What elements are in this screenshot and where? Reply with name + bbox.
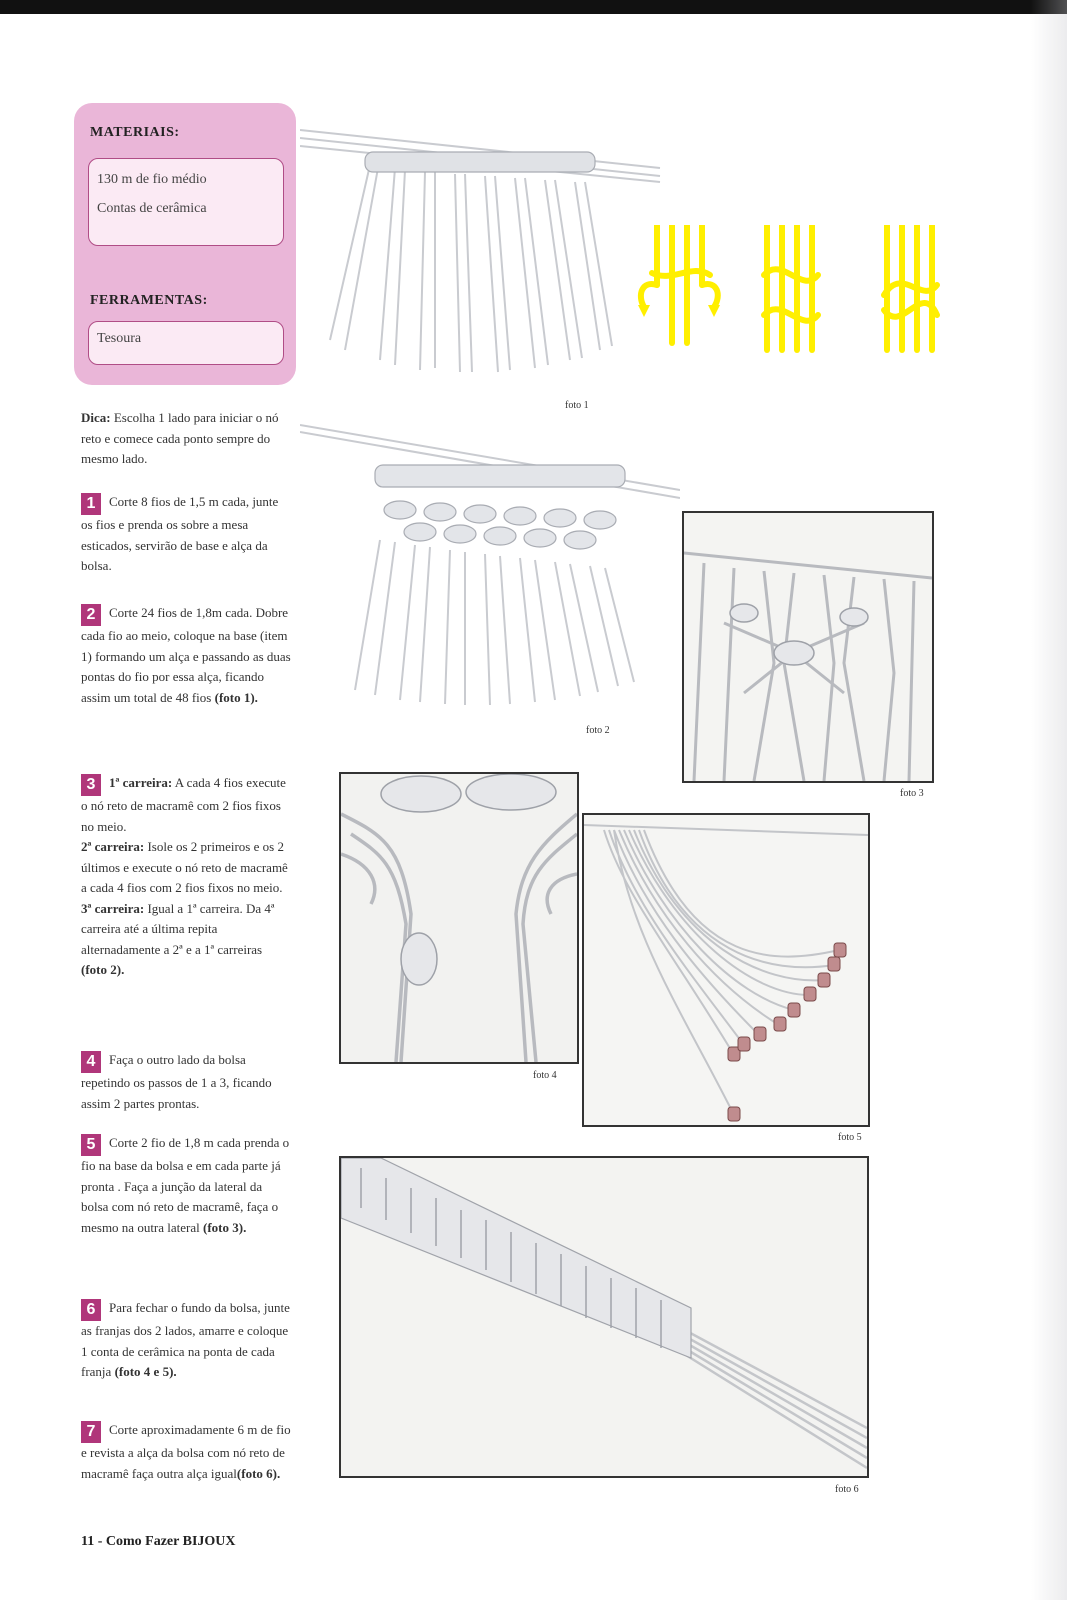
tip-label: Dica: <box>81 410 111 425</box>
step-3 <box>81 773 291 981</box>
page-footer: 11 - Como Fazer BIJOUX <box>81 1534 236 1549</box>
row-text: Igual a 1ª carreira. Da 4ª carreira até a última repita alternadamente a 2ª e a 1ª carreiras <box>81 900 275 957</box>
page-top-edge <box>0 0 1067 14</box>
tip-text: Escolha 1 lado para iniciar o nó reto e comece cada ponto sempre do mesmo lado. <box>81 410 279 466</box>
step-text: Corte aproximadamente 6 m de fio e revista a alça da bolsa com nó reto de macramê faça outra alça igual <box>81 1422 291 1481</box>
step-text: Faça o outro lado da bolsa repetindo os passos de 1 a 3, ficando assim 2 partes prontas. <box>81 1052 272 1111</box>
step-number-badge: 7 <box>81 1421 101 1443</box>
caption-foto-1: foto 1 <box>565 400 589 411</box>
tip-paragraph <box>81 408 291 470</box>
caption-foto-6: foto 6 <box>835 1484 859 1495</box>
materials-item-beads: Contas de cerâmica <box>97 201 207 216</box>
caption-foto-2: foto 2 <box>586 725 610 736</box>
photo-reference: (foto 2). <box>81 962 125 977</box>
step-text: Corte 24 fios de 1,8m cada. Dobre cada fio ao meio, coloque na base (item 1) formando um alça e passando as duas pontas do fio por essa alça, ficando assim um total de 48 fios <box>81 605 291 705</box>
tools-title: FERRAMENTAS: <box>90 293 208 308</box>
square-knot-diagram <box>632 225 962 365</box>
caption-foto-3: foto 3 <box>900 788 924 799</box>
step-text: Para fechar o fundo da bolsa, junte as franjas dos 2 lados, amarre e coloque 1 conta de cerâmica na ponta de cada franja <box>81 1300 290 1379</box>
foto-2-image <box>300 420 680 710</box>
step-number-badge: 5 <box>81 1134 101 1156</box>
row-text: A cada 4 fios execute o nó reto de macramê com 2 fios fixos no meio. <box>81 775 286 834</box>
row-text: Isole os 2 primeiros e os 2 últimos e execute o nó reto de macramê a cada 4 fios com 2 fios fixos no meio. <box>81 839 288 895</box>
photo-reference: (foto 6). <box>236 1465 281 1481</box>
step-5 <box>81 1133 291 1238</box>
photo-reference: (foto 1). <box>214 689 258 705</box>
row-label: 2ª carreira: <box>81 839 145 854</box>
materials-title: MATERIAIS: <box>90 125 180 140</box>
photo-reference: (foto 4 e 5). <box>114 1364 177 1379</box>
step-7 <box>81 1420 291 1484</box>
step-1 <box>81 492 291 577</box>
tools-item-scissors: Tesoura <box>97 331 142 346</box>
photo-reference: (foto 3). <box>203 1219 247 1235</box>
foto-6-image <box>339 1156 869 1478</box>
foto-5-image <box>582 813 870 1127</box>
step-number-badge: 3 <box>81 774 101 796</box>
foto-1-image <box>300 110 670 390</box>
step-text: Corte 2 fio de 1,8 m cada prenda o fio na base da bolsa e em cada parte já pronta . Faça a junção da lateral da bolsa com nó reto de macramê, faça o mesmo na outra lateral <box>81 1135 290 1235</box>
step-6 <box>81 1298 291 1383</box>
step-2 <box>81 603 291 708</box>
step-4 <box>81 1050 291 1114</box>
caption-foto-5: foto 5 <box>838 1132 862 1143</box>
step-number-badge: 4 <box>81 1051 101 1073</box>
materials-item-thread: 130 m de fio médio <box>97 172 207 187</box>
row-label: 1ª carreira: <box>109 775 173 790</box>
step-number-badge: 1 <box>81 493 101 515</box>
step-number-badge: 6 <box>81 1299 101 1321</box>
caption-foto-4: foto 4 <box>533 1070 557 1081</box>
row-label: 3ª carreira: <box>81 900 145 916</box>
page-binding-shadow <box>1031 0 1067 1600</box>
step-text: Corte 8 fios de 1,5 m cada, junte os fios e prenda os sobre a mesa esticados, servirão de base e alça da bolsa. <box>81 494 279 573</box>
foto-4-image <box>339 772 579 1064</box>
foto-3-image <box>682 511 934 783</box>
step-number-badge: 2 <box>81 604 101 626</box>
